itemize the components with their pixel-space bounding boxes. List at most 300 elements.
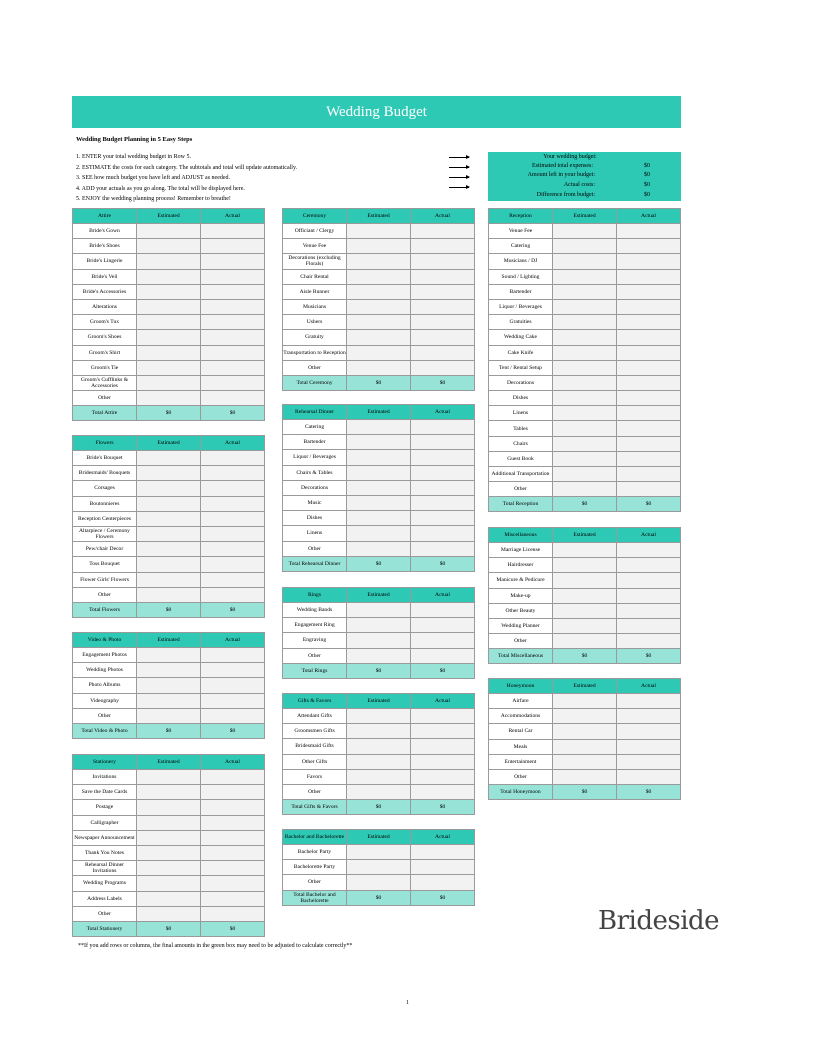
item-label: Other [283,875,347,890]
estimated-cell[interactable] [137,663,201,678]
item-label: Altarpiece / Ceremony Flowers [73,526,137,541]
item-label: Other [73,587,137,602]
actual-cell[interactable] [617,558,681,573]
item-label: Liquor / Beverages [489,299,553,314]
estimated-cell[interactable] [347,299,411,314]
table-row [489,451,681,466]
estimated-cell[interactable] [137,861,201,876]
estimated-cell[interactable] [137,299,201,314]
estimated-cell[interactable] [347,254,411,269]
actual-cell[interactable] [201,678,265,693]
table-row [283,284,475,299]
summary-title: Your wedding budget: [543,154,597,160]
actual-cell[interactable] [411,360,475,375]
estimated-cell[interactable] [137,678,201,693]
column-header-actual: Actual [411,694,475,709]
estimated-cell[interactable] [347,845,411,860]
table-row [283,254,475,269]
actual-cell[interactable] [617,543,681,558]
estimated-cell[interactable] [347,648,411,663]
actual-cell[interactable] [617,436,681,451]
actual-cell[interactable] [617,360,681,375]
item-label: Groom's Shirt [73,345,137,360]
instructions-heading: Wedding Budget Planning in 5 Easy Steps [76,136,193,143]
estimated-cell[interactable] [347,603,411,618]
table-row [73,861,265,876]
estimated-cell[interactable] [137,481,201,496]
actual-cell[interactable] [617,694,681,709]
estimated-cell[interactable] [137,466,201,481]
actual-cell[interactable] [411,420,475,435]
actual-cell[interactable] [617,573,681,588]
column-header-actual: Actual [617,679,681,694]
actual-cell[interactable] [201,496,265,511]
estimated-cell[interactable] [553,436,617,451]
estimated-cell[interactable] [137,587,201,602]
table-row [489,391,681,406]
actual-cell[interactable] [617,724,681,739]
table-row [283,526,475,541]
item-label: Other [283,784,347,799]
estimated-cell[interactable] [553,467,617,482]
item-label: Airfare [489,694,553,709]
table-row [283,633,475,648]
estimated-cell[interactable] [347,330,411,345]
actual-cell[interactable] [617,467,681,482]
item-label: Groomsmen Gifts [283,724,347,739]
estimated-cell[interactable] [137,708,201,723]
actual-cell[interactable] [411,526,475,541]
actual-cell[interactable] [411,618,475,633]
estimated-cell[interactable] [347,784,411,799]
actual-cell[interactable] [201,511,265,526]
actual-cell[interactable] [201,254,265,269]
actual-cell[interactable] [201,648,265,663]
estimated-cell[interactable] [553,330,617,345]
estimated-cell[interactable] [553,315,617,330]
actual-cell[interactable] [411,480,475,495]
total-label: Total Video & Photo [73,723,137,738]
estimated-cell[interactable] [137,345,201,360]
estimated-cell[interactable] [553,254,617,269]
total-row [73,723,265,738]
estimated-cell[interactable] [553,375,617,390]
actual-cell[interactable] [201,224,265,239]
actual-cell[interactable] [617,634,681,649]
actual-cell[interactable] [411,345,475,360]
total-actual: $0 [617,497,681,512]
table-row [489,406,681,421]
total-label: Total Honeymoon [489,785,553,800]
table-row [489,482,681,497]
actual-cell[interactable] [411,648,475,663]
estimated-cell[interactable] [137,845,201,860]
table-row [73,254,265,269]
actual-cell[interactable] [617,239,681,254]
total-estimated: $0 [347,375,411,390]
estimated-cell[interactable] [137,254,201,269]
estimated-cell[interactable] [137,315,201,330]
actual-cell[interactable] [411,465,475,480]
estimated-cell[interactable] [137,375,201,390]
estimated-cell[interactable] [137,526,201,541]
estimated-cell[interactable] [137,224,201,239]
estimated-cell[interactable] [137,542,201,557]
estimated-cell[interactable] [347,269,411,284]
item-label: Other [489,769,553,784]
estimated-cell[interactable] [553,754,617,769]
estimated-cell[interactable] [553,360,617,375]
actual-cell[interactable] [201,708,265,723]
table-row [73,770,265,785]
actual-cell[interactable] [617,451,681,466]
instruction-step: 4. ADD your actuals as you go along. The total will be displayed here. [76,185,245,192]
actual-cell[interactable] [411,254,475,269]
actual-cell[interactable] [411,860,475,875]
item-label: Favors [283,769,347,784]
budget-table-rings [282,587,475,679]
estimated-cell[interactable] [553,573,617,588]
estimated-cell[interactable] [553,724,617,739]
actual-cell[interactable] [411,450,475,465]
actual-cell[interactable] [201,330,265,345]
estimated-cell[interactable] [553,634,617,649]
estimated-cell[interactable] [347,633,411,648]
actual-cell[interactable] [617,375,681,390]
estimated-cell[interactable] [347,724,411,739]
estimated-cell[interactable] [347,541,411,556]
actual-cell[interactable] [201,299,265,314]
table-row [73,511,265,526]
total-label: Total Flowers [73,602,137,617]
actual-cell[interactable] [411,633,475,648]
estimated-cell[interactable] [347,284,411,299]
actual-cell[interactable] [201,785,265,800]
actual-cell[interactable] [411,224,475,239]
actual-cell[interactable] [201,663,265,678]
actual-cell[interactable] [411,875,475,890]
actual-cell[interactable] [411,754,475,769]
estimated-cell[interactable] [347,860,411,875]
estimated-cell[interactable] [137,496,201,511]
table-row [283,480,475,495]
estimated-cell[interactable] [347,511,411,526]
item-label: Chair Rental [283,269,347,284]
actual-cell[interactable] [617,754,681,769]
actual-cell[interactable] [617,345,681,360]
estimated-cell[interactable] [553,451,617,466]
item-label: Save the Date Cards [73,785,137,800]
section-title: Honeymoon [489,679,553,694]
column-header-actual: Actual [617,209,681,224]
estimated-cell[interactable] [347,224,411,239]
estimated-cell[interactable] [553,739,617,754]
estimated-cell[interactable] [137,557,201,572]
actual-cell[interactable] [617,739,681,754]
actual-cell[interactable] [201,815,265,830]
table-row [73,557,265,572]
item-label: Rental Car [489,724,553,739]
estimated-cell[interactable] [347,526,411,541]
column-header-actual: Actual [201,633,265,648]
estimated-cell[interactable] [137,815,201,830]
table-row [489,269,681,284]
actual-cell[interactable] [411,330,475,345]
estimated-cell[interactable] [553,709,617,724]
actual-cell[interactable] [201,845,265,860]
summary-value[interactable]: $0 [644,182,650,188]
summary-value[interactable]: $0 [644,163,650,169]
actual-cell[interactable] [201,284,265,299]
actual-cell[interactable] [617,330,681,345]
actual-cell[interactable] [411,299,475,314]
item-label: Officiant / Clergy [283,224,347,239]
item-label: Other [73,708,137,723]
table-row [283,450,475,465]
actual-cell[interactable] [201,375,265,390]
actual-cell[interactable] [617,391,681,406]
estimated-cell[interactable] [347,618,411,633]
estimated-cell[interactable] [347,754,411,769]
actual-cell[interactable] [411,603,475,618]
actual-cell[interactable] [411,709,475,724]
table-row [489,315,681,330]
table-row [283,495,475,510]
actual-cell[interactable] [201,269,265,284]
actual-cell[interactable] [617,482,681,497]
estimated-cell[interactable] [347,239,411,254]
estimated-cell[interactable] [553,421,617,436]
table-row [73,693,265,708]
actual-cell[interactable] [201,526,265,541]
item-label: Cake Knife [489,345,553,360]
item-label: Decorations [489,375,553,390]
total-row [489,497,681,512]
estimated-cell[interactable] [137,391,201,406]
total-label: Total Rehearsal Dinner [283,556,347,571]
item-label: Catering [283,420,347,435]
estimated-cell[interactable] [347,345,411,360]
estimated-cell[interactable] [137,693,201,708]
actual-cell[interactable] [201,876,265,891]
estimated-cell[interactable] [553,588,617,603]
actual-cell[interactable] [411,269,475,284]
estimated-cell[interactable] [137,648,201,663]
estimated-cell[interactable] [553,406,617,421]
estimated-cell[interactable] [553,345,617,360]
estimated-cell[interactable] [137,269,201,284]
total-row [489,785,681,800]
summary-value[interactable]: $0 [644,172,650,178]
table-row [489,284,681,299]
actual-cell[interactable] [201,481,265,496]
actual-cell[interactable] [201,345,265,360]
table-row [73,224,265,239]
actual-cell[interactable] [201,693,265,708]
table-row [283,739,475,754]
actual-cell[interactable] [201,391,265,406]
actual-cell[interactable] [617,315,681,330]
estimated-cell[interactable] [137,830,201,845]
estimated-cell[interactable] [137,800,201,815]
estimated-cell[interactable] [553,694,617,709]
item-label: Make-up [489,588,553,603]
actual-cell[interactable] [411,435,475,450]
total-row [73,921,265,936]
summary-value[interactable]: $0 [644,192,650,198]
table-row [73,663,265,678]
estimated-cell[interactable] [553,558,617,573]
table-row [73,299,265,314]
estimated-cell[interactable] [137,876,201,891]
estimated-cell[interactable] [553,391,617,406]
column-header-actual: Actual [411,209,475,224]
estimated-cell[interactable] [553,284,617,299]
estimated-cell[interactable] [347,435,411,450]
actual-cell[interactable] [411,845,475,860]
table-row [489,345,681,360]
estimated-cell[interactable] [347,450,411,465]
estimated-cell[interactable] [347,480,411,495]
estimated-cell[interactable] [347,465,411,480]
estimated-cell[interactable] [553,299,617,314]
actual-cell[interactable] [411,284,475,299]
actual-cell[interactable] [617,709,681,724]
actual-cell[interactable] [411,239,475,254]
item-label: Address Labels [73,891,137,906]
estimated-cell[interactable] [553,769,617,784]
item-label: Other [73,906,137,921]
item-label: Wedding Cake [489,330,553,345]
item-label: Engraving [283,633,347,648]
actual-cell[interactable] [201,360,265,375]
actual-cell[interactable] [617,406,681,421]
item-label: Other [283,541,347,556]
estimated-cell[interactable] [137,360,201,375]
estimated-cell[interactable] [347,360,411,375]
actual-cell[interactable] [617,603,681,618]
table-row [283,239,475,254]
estimated-cell[interactable] [137,891,201,906]
estimated-cell[interactable] [553,618,617,633]
actual-cell[interactable] [411,541,475,556]
actual-cell[interactable] [201,587,265,602]
actual-cell[interactable] [201,906,265,921]
estimated-cell[interactable] [137,239,201,254]
estimated-cell[interactable] [553,269,617,284]
table-row [489,573,681,588]
estimated-cell[interactable] [347,420,411,435]
actual-cell[interactable] [617,224,681,239]
estimated-cell[interactable] [137,330,201,345]
actual-cell[interactable] [201,239,265,254]
table-row [283,754,475,769]
actual-cell[interactable] [201,830,265,845]
actual-cell[interactable] [201,557,265,572]
estimated-cell[interactable] [137,572,201,587]
estimated-cell[interactable] [553,482,617,497]
estimated-cell[interactable] [553,224,617,239]
actual-cell[interactable] [411,495,475,510]
actual-cell[interactable] [411,511,475,526]
estimated-cell[interactable] [137,451,201,466]
column-header-estimated: Estimated [553,528,617,543]
actual-cell[interactable] [201,861,265,876]
table-row [489,224,681,239]
actual-cell[interactable] [617,269,681,284]
total-row [283,890,475,905]
item-label: Newspaper Announcement [73,830,137,845]
estimated-cell[interactable] [347,709,411,724]
actual-cell[interactable] [201,466,265,481]
estimated-cell[interactable] [553,239,617,254]
actual-cell[interactable] [617,254,681,269]
estimated-cell[interactable] [137,511,201,526]
actual-cell[interactable] [617,299,681,314]
table-row [489,694,681,709]
actual-cell[interactable] [411,315,475,330]
item-label: Wedding Planner [489,618,553,633]
estimated-cell[interactable] [137,785,201,800]
item-label: Invitations [73,770,137,785]
actual-cell[interactable] [201,800,265,815]
footnote: **If you add rows or columns, the final amounts in the green box may need to be adjusted to calculate correctly** [78,943,353,949]
item-label: Attendant Gifts [283,709,347,724]
estimated-cell[interactable] [137,284,201,299]
actual-cell[interactable] [411,739,475,754]
estimated-cell[interactable] [553,603,617,618]
actual-cell[interactable] [617,769,681,784]
actual-cell[interactable] [617,618,681,633]
item-label: Transportation to Reception [283,345,347,360]
column-header-actual: Actual [411,830,475,845]
budget-summary-box [488,152,681,201]
actual-cell[interactable] [201,572,265,587]
item-label: Gratuities [489,315,553,330]
actual-cell[interactable] [411,784,475,799]
item-label: Corsages [73,481,137,496]
actual-cell[interactable] [201,451,265,466]
actual-cell[interactable] [617,588,681,603]
estimated-cell[interactable] [347,875,411,890]
estimated-cell[interactable] [347,769,411,784]
table-row [73,542,265,557]
actual-cell[interactable] [201,770,265,785]
item-label: Bride's Gown [73,224,137,239]
instruction-step: 2. ESTIMATE the costs for each category. The subtotals and total will update automatically. [76,164,298,171]
estimated-cell[interactable] [347,739,411,754]
estimated-cell[interactable] [137,906,201,921]
estimated-cell[interactable] [553,543,617,558]
actual-cell[interactable] [617,421,681,436]
actual-cell[interactable] [201,315,265,330]
estimated-cell[interactable] [347,495,411,510]
page-number: 1 [406,1000,409,1006]
table-row [73,830,265,845]
actual-cell[interactable] [411,769,475,784]
actual-cell[interactable] [617,284,681,299]
item-label: Other [283,360,347,375]
estimated-cell[interactable] [137,770,201,785]
table-row [283,618,475,633]
actual-cell[interactable] [201,891,265,906]
arrow-right-icon [449,167,469,168]
actual-cell[interactable] [411,724,475,739]
actual-cell[interactable] [201,542,265,557]
item-label: Tables [489,421,553,436]
estimated-cell[interactable] [347,315,411,330]
item-label: Bridesmaid Gifts [283,739,347,754]
